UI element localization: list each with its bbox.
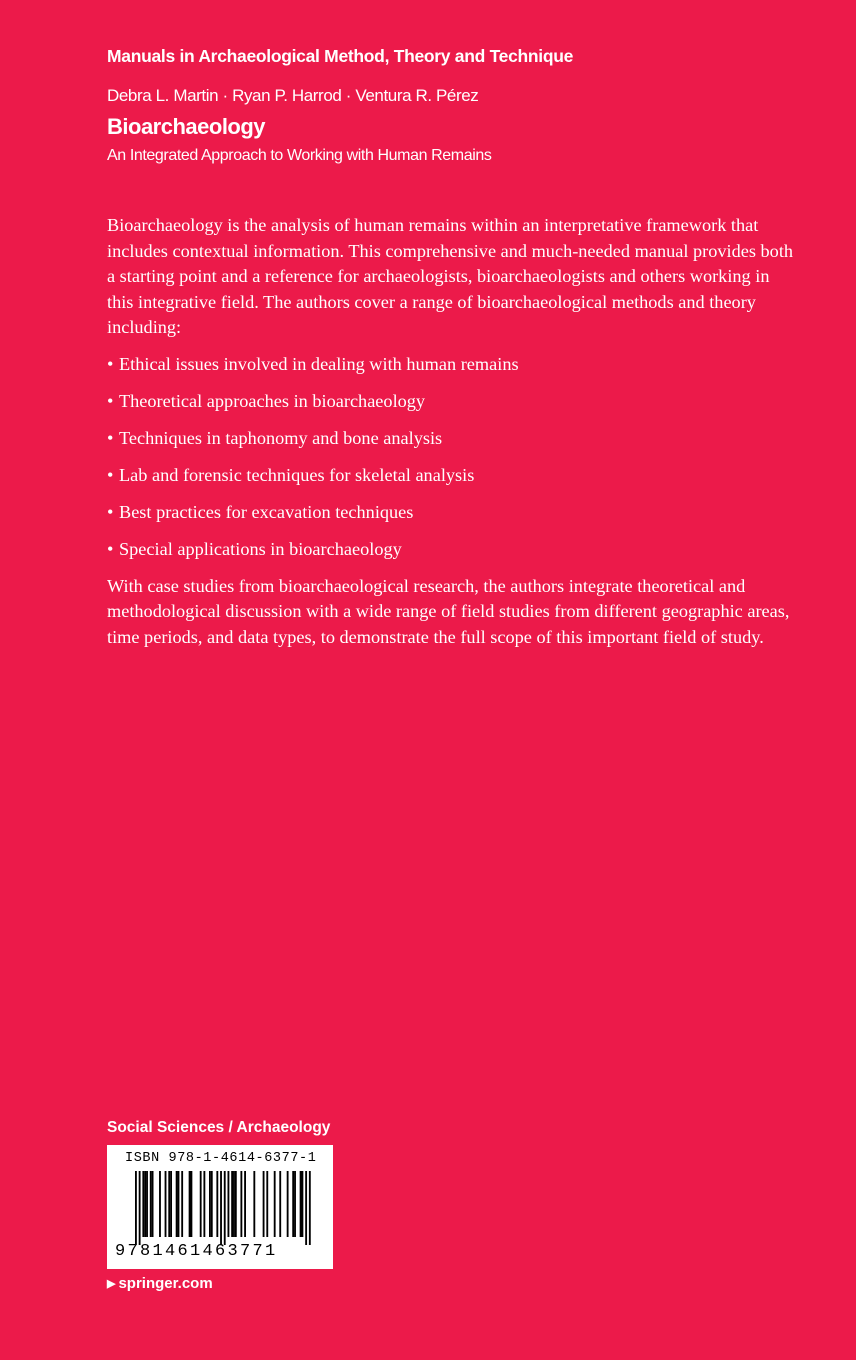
barcode-bar bbox=[266, 1171, 268, 1237]
barcode-bar bbox=[165, 1171, 167, 1237]
topic-list bbox=[107, 352, 797, 563]
barcode-bar bbox=[191, 1171, 193, 1237]
intro-paragraph: Bioarchaeology is the analysis of human remains within an interpretative framework that includes contextual information. This comprehensive and much-needed manual provides both a starting point and a reference for archaeologists, bioarchaeologists and others working in this integrative field. The authors cover a range of bioarchaeological methods and theory including: bbox=[107, 215, 794, 337]
barcode-bar bbox=[139, 1171, 141, 1245]
barcode-bar bbox=[292, 1171, 294, 1237]
website-link[interactable] bbox=[107, 1275, 213, 1292]
barcode-bars bbox=[135, 1171, 311, 1245]
barcode-bar bbox=[209, 1171, 211, 1237]
barcode-bar bbox=[211, 1171, 213, 1237]
barcode-bar bbox=[233, 1171, 235, 1237]
barcode-bar bbox=[170, 1171, 172, 1237]
bullet-icon: • bbox=[107, 464, 114, 485]
list-item: • Special applications in bioarchaeology bbox=[107, 537, 797, 563]
authors: Debra L. Martin · Ryan P. Harrod · Ventura R. Pérez bbox=[107, 86, 479, 105]
bullet-icon: • bbox=[107, 353, 114, 374]
book-title: Bioarchaeology bbox=[107, 114, 266, 139]
barcode-bar bbox=[235, 1171, 237, 1237]
arrow-right-icon: ▶ bbox=[107, 1278, 116, 1290]
barcode-bar bbox=[294, 1171, 296, 1237]
barcode-bar bbox=[220, 1171, 222, 1245]
barcode-bar bbox=[240, 1171, 242, 1237]
website-text: springer.com bbox=[118, 1275, 213, 1292]
list-item: • Lab and forensic techniques for skeletal analysis bbox=[107, 463, 797, 489]
barcode-bar bbox=[231, 1171, 233, 1237]
list-item: • Ethical issues involved in dealing with human remains bbox=[107, 352, 797, 378]
barcode-bar bbox=[253, 1171, 255, 1237]
barcode-bar bbox=[146, 1171, 148, 1237]
barcode-bar bbox=[224, 1171, 226, 1245]
barcode-bar bbox=[216, 1171, 218, 1237]
closing-paragraph: With case studies from bioarchaeological research, the authors integrate theoretical and methodological discussion with a wide range of field studies from different geographic areas, time periods, and data types, to demonstrate the full scope of this important field of study. bbox=[107, 575, 790, 647]
barcode-bar bbox=[178, 1171, 180, 1237]
barcode-bar bbox=[300, 1171, 302, 1237]
list-item: • Best practices for excavation techniques bbox=[107, 500, 797, 526]
description bbox=[107, 213, 797, 650]
barcode-bar bbox=[159, 1171, 161, 1237]
barcode-bar bbox=[263, 1171, 265, 1237]
book-subtitle: An Integrated Approach to Working with Human Remains bbox=[107, 147, 492, 164]
barcode-bar bbox=[144, 1171, 146, 1237]
list-item: • Theoretical approaches in bioarchaeology bbox=[107, 389, 797, 415]
barcode-bar bbox=[135, 1171, 137, 1245]
subject-category: Social Sciences / Archaeology bbox=[107, 1119, 331, 1136]
isbn-label: ISBN 978-1-4614-6377-1 bbox=[125, 1151, 317, 1166]
barcode-bar bbox=[287, 1171, 289, 1237]
bullet-icon: • bbox=[107, 538, 114, 559]
barcode-bar bbox=[305, 1171, 307, 1245]
barcode-bar bbox=[181, 1171, 183, 1237]
barcode-bar bbox=[228, 1171, 230, 1237]
barcode-bar bbox=[142, 1171, 144, 1237]
series-title: Manuals in Archaeological Method, Theory and Technique bbox=[107, 46, 574, 66]
bullet-icon: • bbox=[107, 501, 114, 522]
barcode-bar bbox=[244, 1171, 246, 1237]
isbn-barcode bbox=[107, 1145, 333, 1269]
bullet-icon: • bbox=[107, 390, 114, 411]
barcode-bar bbox=[203, 1171, 205, 1237]
barcode-bar bbox=[279, 1171, 281, 1237]
barcode-bar bbox=[309, 1171, 311, 1245]
barcode-digits: 9781461463771 bbox=[115, 1242, 278, 1261]
barcode-bar bbox=[176, 1171, 178, 1237]
barcode-bar bbox=[150, 1171, 152, 1237]
barcode-bar bbox=[274, 1171, 276, 1237]
barcode-bar bbox=[200, 1171, 202, 1237]
barcode-bar bbox=[152, 1171, 154, 1237]
barcode-bar bbox=[168, 1171, 170, 1237]
bullet-icon: • bbox=[107, 427, 114, 448]
barcode-bar bbox=[302, 1171, 304, 1237]
list-item: • Techniques in taphonomy and bone analysis bbox=[107, 426, 797, 452]
barcode-bar bbox=[189, 1171, 191, 1237]
